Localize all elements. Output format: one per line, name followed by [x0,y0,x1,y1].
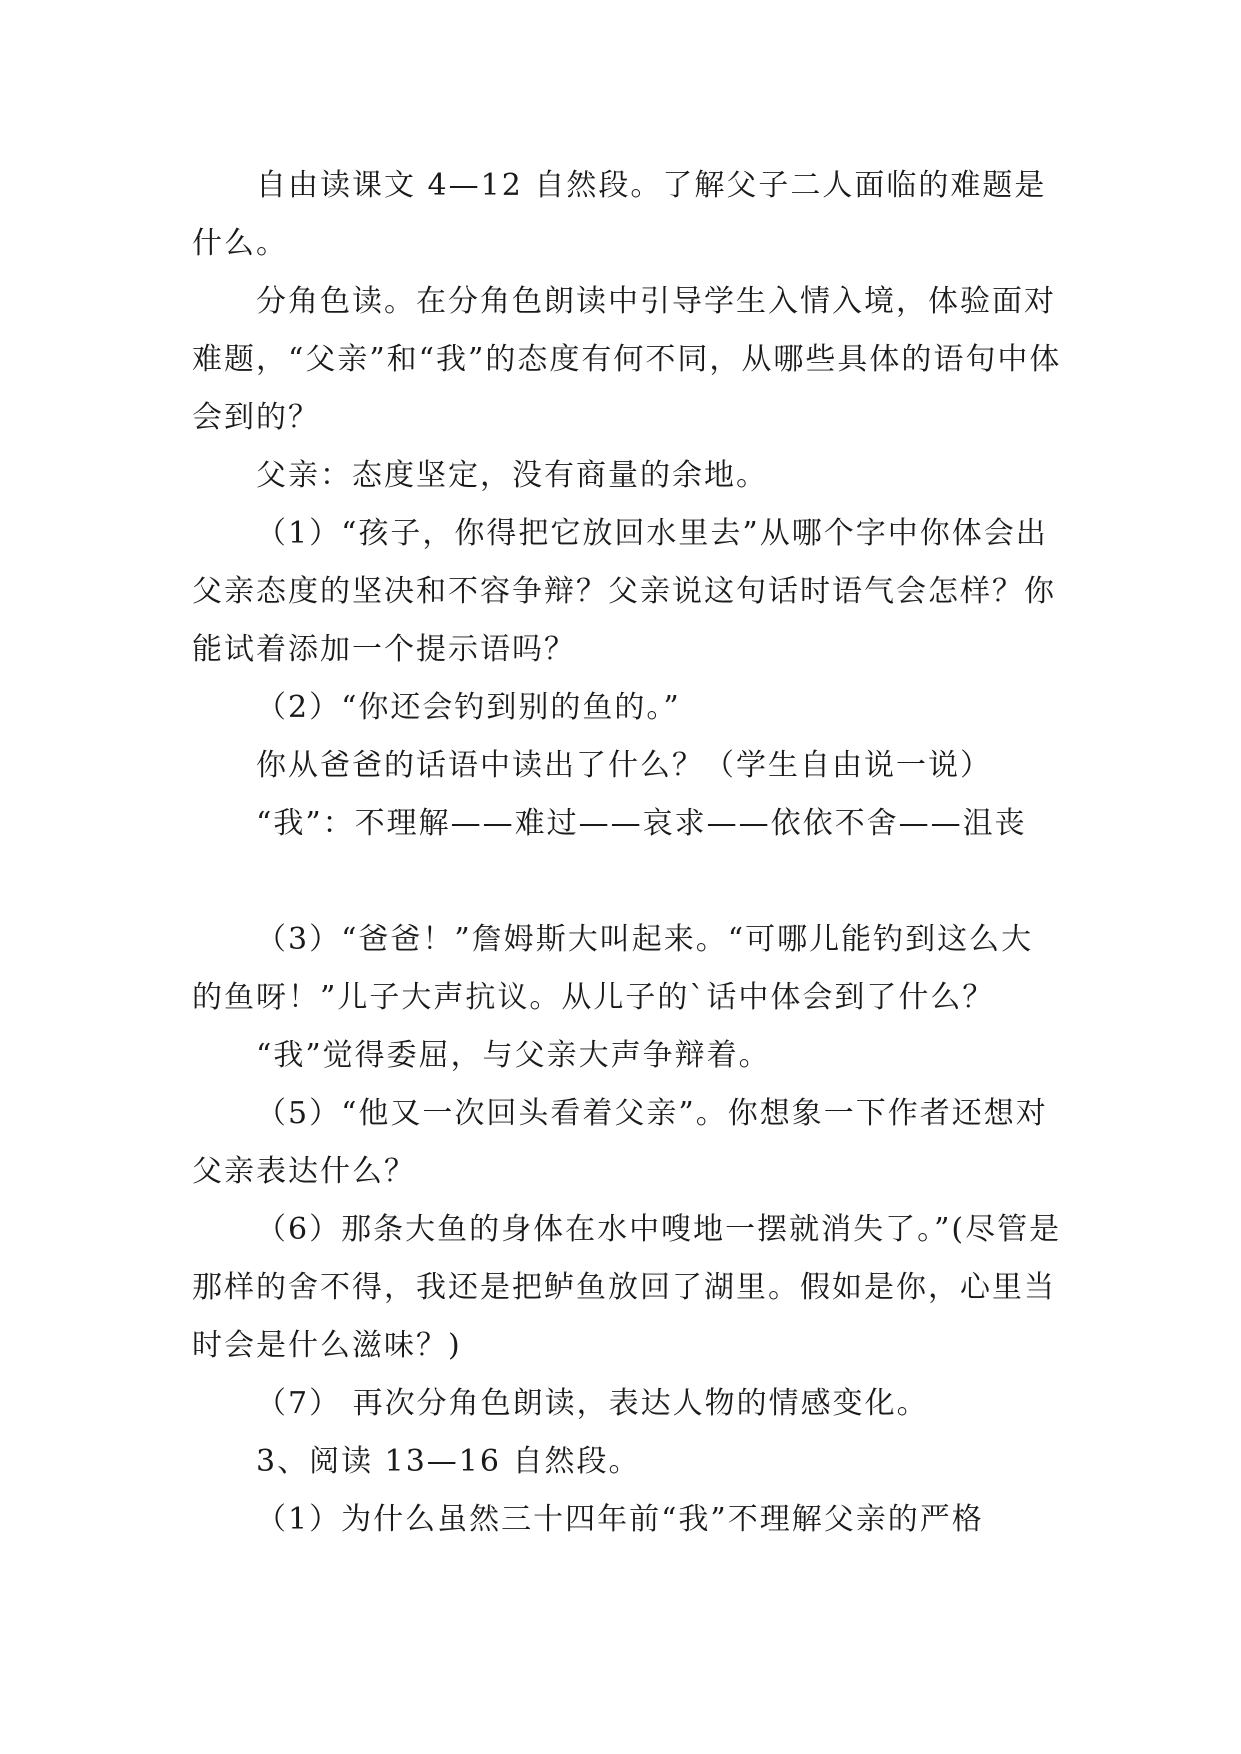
paragraph-12: （7） 再次分角色朗读，表达人物的情感变化。 [256,1386,929,1421]
paragraph-4: （1）“孩子，你得把它放回水里去”从哪个字中你体会出父亲态度的坚决和不容争辩？父亲说这句话时语气会怎样？你能试着添加一个提示语吗？ [192,516,1056,667]
paragraph-3: 父亲：态度坚定，没有商量的余地。 [256,458,768,493]
paragraph-1: 自由读课文 4—12 自然段。了解父子二人面临的难题是什么。 [192,168,1047,261]
paragraph-14: （1）为什么虽然三十四年前“我”不理解父亲的严格 [256,1502,984,1537]
paragraph-6: 你从爸爸的话语中读出了什么？（学生自由说一说） [256,748,992,783]
paragraph-9: “我”觉得委屈，与父亲大声争辩着。 [256,1038,771,1073]
paragraph-11: （6）那条大鱼的身体在水中嗖地一摆就消失了。”(尽管是那样的舍不得，我还是把鲈鱼放回了湖里。假如是你，心里当时会是什么滋味？) [192,1212,1062,1363]
paragraph-7: “我”：不理解——难过——哀求——依依不舍——沮丧 [256,806,1027,841]
paragraph-13: 3、阅读 13—16 自然段。 [256,1444,641,1479]
paragraph-2: 分角色读。在分角色朗读中引导学生入情入境，体验面对难题，“父亲”和“我”的态度有何不同，从哪些具体的语句中体会到的？ [192,284,1062,435]
paragraph-10: （5）“他又一次回头看着父亲”。你想象一下作者还想对父亲表达什么？ [192,1096,1048,1189]
paragraph-8: （3）“爸爸！”詹姆斯大叫起来。“可哪儿能钓到这么大的鱼呀！”儿子大声抗议。从儿子的`话中体会到了什么？ [192,922,1034,1015]
paragraph-5: （2）“你还会钓到别的鱼的。” [256,690,681,725]
